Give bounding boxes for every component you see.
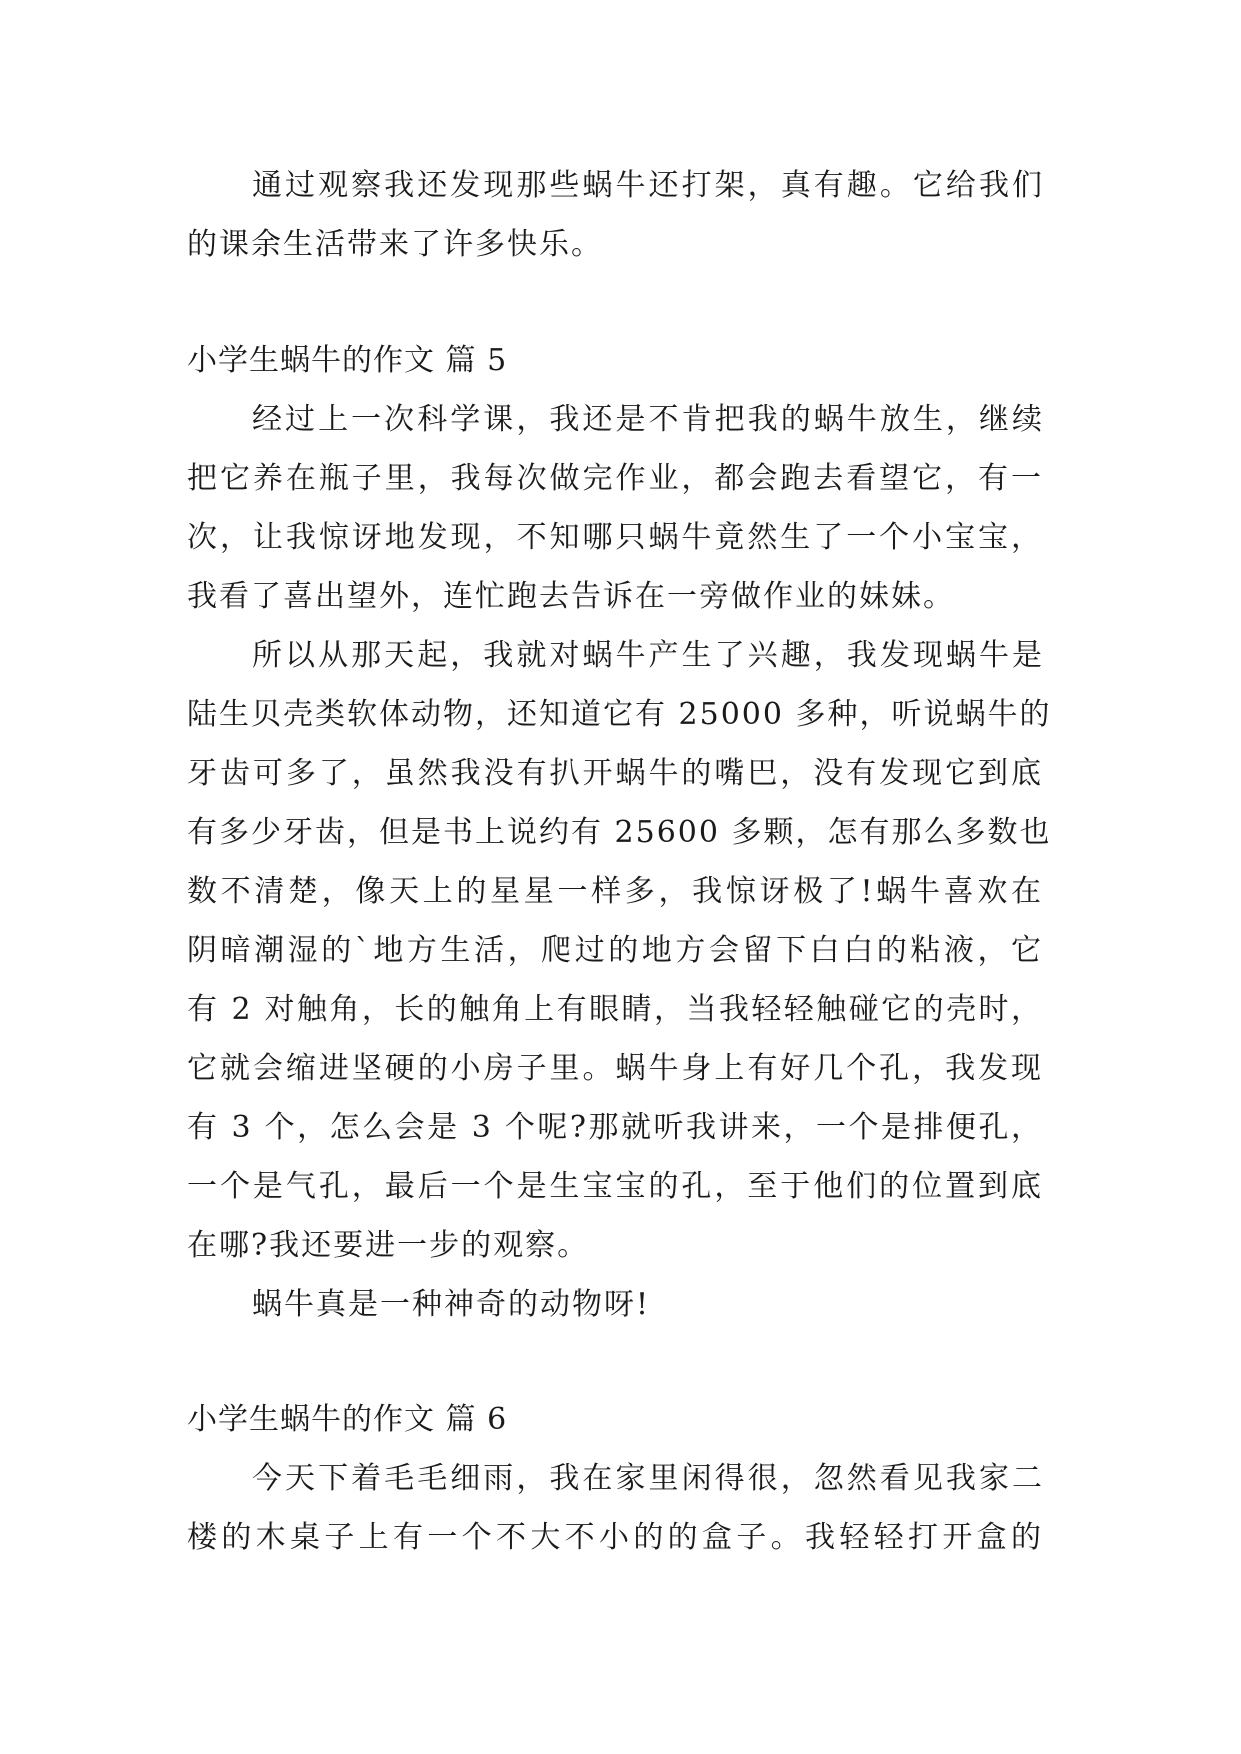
paragraph-line: 牙齿可多了，虽然我没有扒开蜗牛的嘴巴，没有发现它到底	[187, 756, 1043, 791]
paragraph-line: 经过上一次科学课，我还是不肯把我的蜗牛放生，继续	[252, 402, 1044, 437]
section-heading: 小学生蜗牛的作文 篇 5	[187, 343, 508, 378]
paragraph-line: 的课余生活带来了许多快乐。	[187, 227, 603, 262]
paragraph-line: 有 3 个，怎么会是 3 个呢?那就听我讲来，一个是排便孔，	[187, 1110, 1043, 1145]
paragraph-line: 次，让我惊讶地发现，不知哪只蜗牛竟然生了一个小宝宝，	[187, 520, 1043, 555]
paragraph-line: 蜗牛真是一种神奇的动物呀!	[252, 1287, 651, 1322]
paragraph-line: 有多少牙齿，但是书上说约有 25600 多颗，怎有那么多数也	[187, 815, 1052, 850]
paragraph-line: 阴暗潮湿的`地方生活，爬过的地方会留下白白的粘液，它	[187, 933, 1043, 968]
paragraph-line: 数不清楚，像天上的星星一样多，我惊讶极了!蜗牛喜欢在	[187, 874, 1043, 909]
paragraph-line: 通过观察我还发现那些蜗牛还打架，真有趣。它给我们	[252, 168, 1044, 203]
section-heading: 小学生蜗牛的作文 篇 6	[187, 1402, 508, 1437]
paragraph-line: 陆生贝壳类软体动物，还知道它有 25000 多种，听说蜗牛的	[187, 697, 1052, 732]
paragraph-line: 楼的木桌子上有一个不大不小的的盒子。我轻轻打开盒的	[187, 1520, 1043, 1555]
paragraph-line: 我看了喜出望外，连忙跑去告诉在一旁做作业的妹妹。	[187, 579, 955, 614]
paragraph-line: 一个是气孔，最后一个是生宝宝的孔，至于他们的位置到底	[187, 1169, 1043, 1204]
paragraph-line: 今天下着毛毛细雨，我在家里闲得很，忽然看见我家二	[252, 1461, 1044, 1496]
paragraph-line: 所以从那天起，我就对蜗牛产生了兴趣，我发现蜗牛是	[252, 638, 1044, 673]
paragraph-line: 有 2 对触角，长的触角上有眼睛，当我轻轻触碰它的壳时，	[187, 992, 1043, 1027]
paragraph-line: 把它养在瓶子里，我每次做完作业，都会跑去看望它，有一	[187, 461, 1043, 496]
paragraph-line: 在哪?我还要进一步的观察。	[187, 1228, 590, 1263]
paragraph-line: 它就会缩进坚硬的小房子里。蜗牛身上有好几个孔，我发现	[187, 1051, 1043, 1086]
